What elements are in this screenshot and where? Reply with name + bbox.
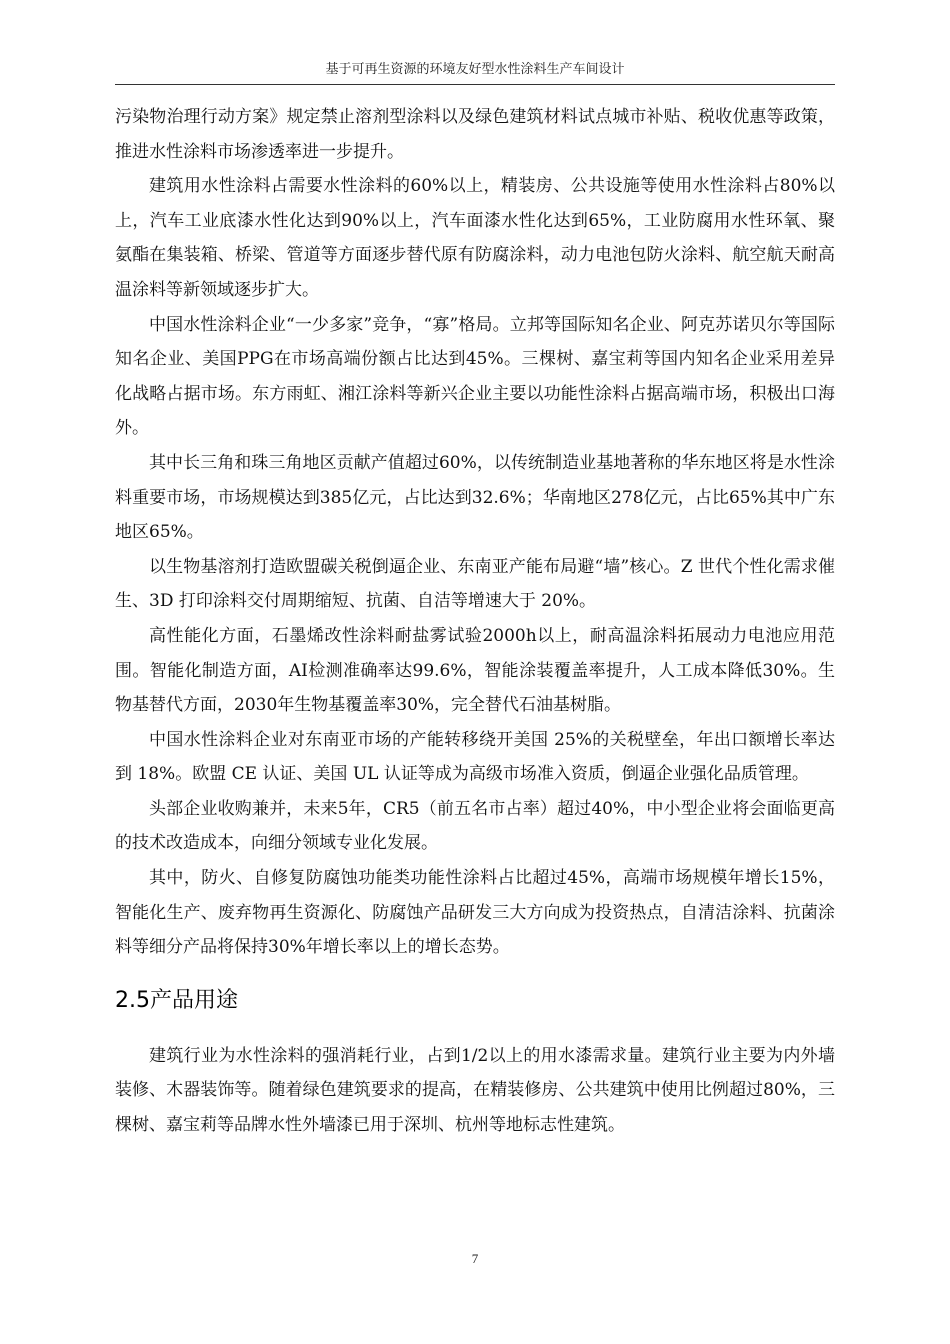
section-heading: 2.5产品用途 — [115, 987, 238, 1013]
paragraph: 高性能化方面，石墨烯改性涂料耐盐雾试验2000h以上，耐高温涂料拓展动力电池应用范围。智能化制造方面，AI检测准确率达99.6%，智能涂装覆盖率提升，人工成本降低30%。生物基替代方面，2030年生物基覆盖率30%，完全替代石油基树脂。 — [115, 625, 835, 716]
paragraph: 建筑行业为水性涂料的强消耗行业，占到1/2以上的用水漆需求量。建筑行业主要为内外墙装修、木器装饰等。随着绿色建筑要求的提高，在精装修房、公共建筑中使用比例超过80%，三棵树、嘉宝莉等品牌水性外墙漆已用于深圳、杭州等地标志性建筑。 — [115, 1045, 835, 1136]
paragraph: 建筑用水性涂料占需要水性涂料的60%以上，精装房、公共设施等使用水性涂料占80%以上，汽车工业底漆水性化达到90%以上，汽车面漆水性化达到65%，工业防腐用水性环氧、聚氨酯在集装箱、桥梁、管道等方面逐步替代原有防腐涂料，动力电池包防火涂料、航空航天耐高温涂料等新领域逐步扩大。 — [115, 176, 835, 300]
paragraph: 中国水性涂料企业对东南亚市场的产能转移绕开美国 25%的关税壁垒，年出口额增长率达到 18%。欧盟 CE 认证、美国 UL 认证等成为高级市场准入资质，倒逼企业强化品质管理。 — [115, 729, 835, 785]
paragraph: 头部企业收购兼并，未来5年，CR5（前五名市占率）超过40%，中小型企业将会面临更高的技术改造成本，向细分领域专业化发展。 — [115, 798, 835, 854]
paragraph: 污染物治理行动方案》规定禁止溶剂型涂料以及绿色建筑材料试点城市补贴、税收优惠等政策，推进水性涂料市场渗透率进一步提升。 — [115, 107, 835, 162]
page-number: 7 — [471, 1251, 479, 1266]
body-text — [115, 100, 835, 1143]
running-header: 基于可再生资源的环境友好型水性涂料生产车间设计 — [115, 58, 835, 85]
paragraph: 其中，防火、自修复防腐蚀功能类功能性涂料占比超过45%，高端市场规模年增长15%，智能化生产、废弃物再生资源化、防腐蚀产品研发三大方向成为投资热点，自清洁涂料、抗菌涂料等细分产品将保持30%年增长率以上的增长态势。 — [115, 868, 835, 958]
paragraph: 中国水性涂料企业“一少多家”竞争，“寡”格局。立邦等国际知名企业、阿克苏诺贝尔等国际知名企业、美国PPG在市场高端份额占比达到45%。三棵树、嘉宝莉等国内知名企业采用差异化战略占据市场。东方雨虹、湘江涂料等新兴企业主要以功能性涂料占据高端市场，积极出口海外。 — [115, 314, 835, 439]
paragraph: 其中长三角和珠三角地区贡献产值超过60%，以传统制造业基地著称的华东地区将是水性涂料重要市场，市场规模达到385亿元，占比达到32.6%；华南地区278亿元，占比65%其中广东地区65%。 — [115, 452, 835, 543]
paragraph: 以生物基溶剂打造欧盟碳关税倒逼企业、东南亚产能布局避“墙”核心。Z 世代个性化需求催生、3D 打印涂料交付周期缩短、抗菌、自洁等增速大于 20%。 — [115, 556, 835, 612]
